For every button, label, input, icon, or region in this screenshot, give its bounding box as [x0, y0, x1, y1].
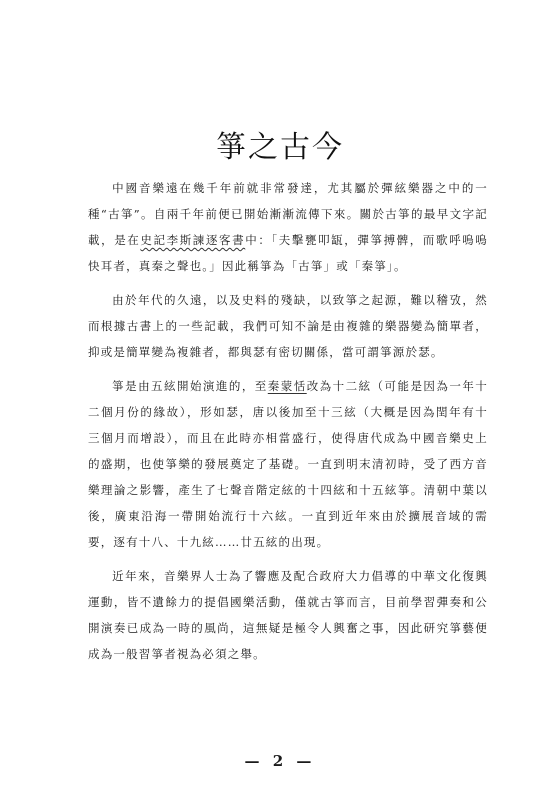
page-title: 箏之古今 [216, 130, 344, 165]
paragraph-3 [88, 373, 488, 555]
person-name-reference: 秦蒙恬 [267, 379, 307, 393]
page-number: — 2 — [244, 752, 316, 770]
body-text [88, 175, 488, 675]
book-title-reference: 史記李斯諫逐客書 [140, 233, 246, 247]
paragraph-4: 近年來，音樂界人士為了響應及配合政府大力倡導的中華文化復興運動，皆不遺餘力的提倡國樂活動，僅就古箏而言，目前學習彈奏和公開演奏已成為一時的風尚，這無疑是極令人興奮之事，因此研究箏藝便成為一般習箏者視為必須之舉。 [88, 569, 488, 661]
paragraph-3-text-c: 改為十二絃（可能是因為一年十二個月份的緣故），形如瑟，唐以後加至十三絃（大概是因為閏年有十三個月而增設），而且在此時亦相當盛行，使得唐代成為中國音樂史上的盛期，也使箏樂的發展奠定了基礎。一直到明末清初時，受了西方音樂理論之影響，產生了七聲音階定絃的十四絃和十五絃箏。清朝中葉以後，廣東沿海一帶開始流行十六絃。一直到近年來由於擴展音域的需要，逐有十八、十九絃……廿五絃的出現。 [88, 379, 488, 549]
paragraph-1 [88, 175, 488, 279]
paragraph-1-text-a: 中國音樂遠在幾千年前就非常發達，尤其屬於彈絃樂器之中的一種“古箏”。自兩千年前便已開始漸漸流傳下來。關於古箏的最早文字記載，是在 [88, 181, 488, 247]
paragraph-2: 由於年代的久遠，以及史料的殘缺，以致箏之起源，難以稽攷，然而根據古書上的一些記載，我們可知不論是由複雜的樂器變為簡單者，抑或是簡單變為複雜者，都與瑟有密切關係，當可謂箏源於瑟。 [88, 293, 488, 359]
paragraph-3-text-a: 箏是由五絃開始演進的，至 [112, 379, 268, 393]
paragraph-1-text-c: 中：「夫擊甕叩缻，彈箏搏髀，而歌呼嗚嗚快耳者，真秦之聲也。」因此稱箏為「古箏」或「秦箏」。 [88, 233, 488, 273]
